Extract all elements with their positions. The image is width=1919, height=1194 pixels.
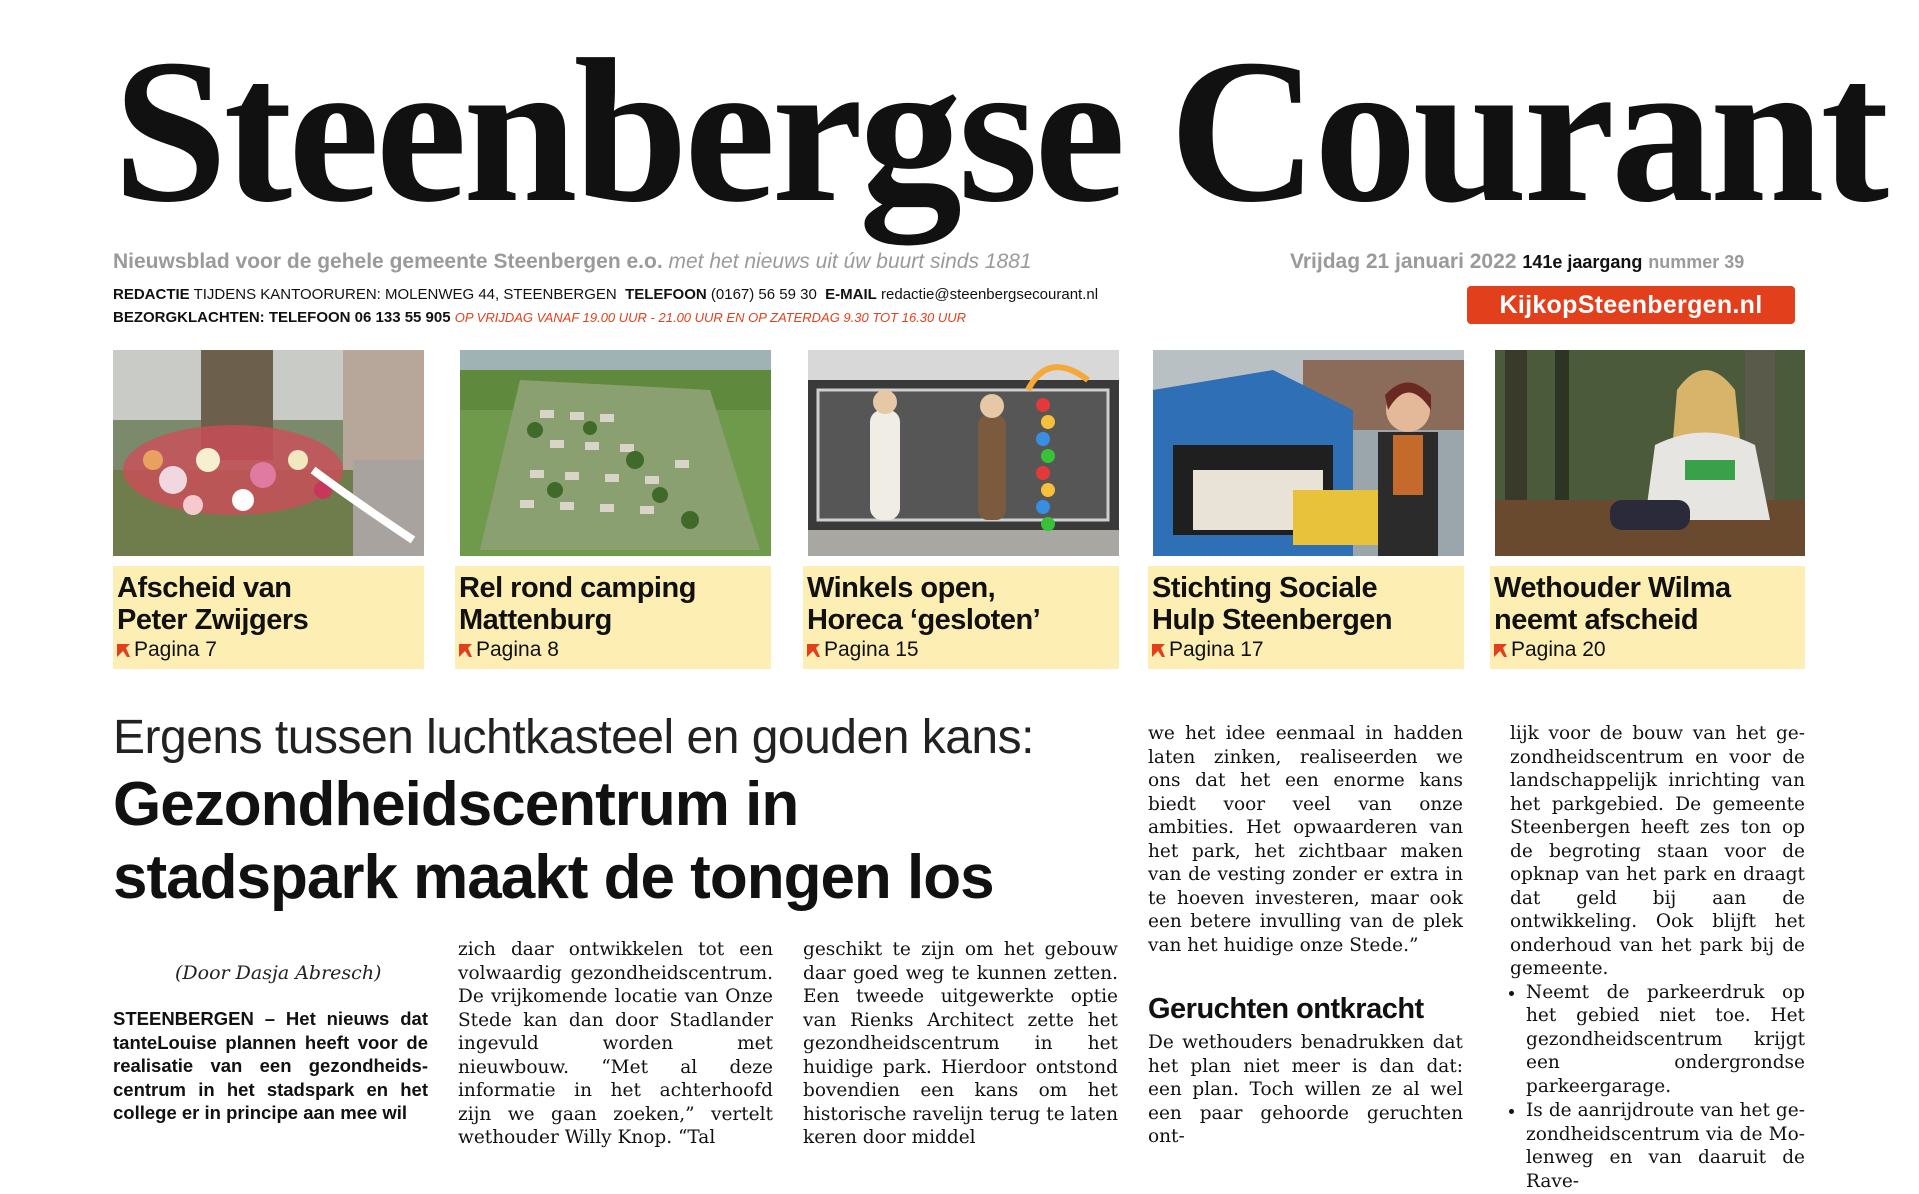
teaser-page: Pagina 15	[824, 638, 919, 661]
teaser-caption-3[interactable]	[803, 566, 1119, 669]
article-column-5	[1510, 722, 1805, 1194]
issue-number: nummer 39	[1648, 252, 1745, 272]
article-subhead: Geruchten ontkracht	[1148, 993, 1424, 1025]
redactie-address: TIJDENS KANTOORUREN: MOLENWEG 44, STEENBERGEN	[193, 286, 617, 303]
body-paragraph: De wethouders benadrukken dat het plan niet meer is dan dat: een plan. Toch willen ze al wel een paar gehoorde geruchten ont-	[1148, 1032, 1463, 1147]
shop-entrance-image	[808, 350, 1119, 556]
teaser-title-line2: Horeca ‘gesloten’	[807, 604, 1041, 636]
volume: 141e jaargang	[1522, 252, 1643, 272]
teaser-photo-wethouder[interactable]	[1495, 350, 1805, 556]
arrow-icon	[1494, 644, 1507, 657]
arrow-icon	[459, 644, 472, 657]
article-column-3	[803, 938, 1118, 1150]
teaser-page: Pagina 8	[476, 638, 559, 661]
camping-aerial-image	[460, 350, 771, 556]
dateline	[1290, 250, 1744, 274]
body-paragraph: we het idee eenmaal in hadden laten zinken, realiseerden we ons dat het een enorme kans biedt voor veel van onze ambities. Het opwaarderen van het park, het zichtbaar maken van de vesting zonder er extra in te hoeven investeren, maar ook een betere invulling van de plek van het huidige onze Stede.”	[1148, 723, 1463, 956]
teaser-title-line1: Winkels open,	[807, 572, 996, 604]
article-column-1	[113, 1007, 428, 1125]
bezorg-hours: OP VRIJDAG VANAF 19.00 UUR - 21.00 UUR EN OP ZATERDAG 9.30 TOT 16.30 UUR	[454, 310, 967, 325]
tagline-italic: met het nieuws uit úw buurt sinds 1881	[668, 250, 1032, 273]
arrow-icon	[807, 644, 820, 657]
issue-date: Vrijdag 21 januari 2022	[1290, 250, 1517, 273]
flowers-memorial-image	[113, 350, 424, 556]
body-paragraph: lijk voor de bouw van het gezondheidscentrum en voor de landschappelijk inrichting van het parkgebied. De gemeente Steenbergen heeft zes ton op de begroting staan voor de opknap van het park en draagt dat geld bij aan de ontwikkeling. Ook blijft het onderhoud van het park bij de gemeente.	[1510, 723, 1805, 979]
tagline	[113, 250, 1032, 274]
redactie-label: REDACTIE	[113, 286, 190, 303]
bullet-item: • Is de aanrijdroute van het gezondheidscentrum via de Molenweg en van daaruit de Rave-	[1526, 1099, 1805, 1193]
body-paragraph: geschikt te zijn om het gebouw daar goed weg te kunnen zetten. Een tweede uitgewerkte optie van Rienks Architect zette het gezondheidscentrum in het huidige park. Hierdoor ontstond bovendien een kans om het historische ravelijn terug te laten keren door middel	[803, 939, 1118, 1148]
teaser-title-line2: Hulp Steenbergen	[1152, 604, 1393, 636]
teaser-caption-2[interactable]	[455, 566, 771, 669]
teaser-caption-4[interactable]	[1148, 566, 1464, 669]
bullet-item: • Neemt de parkeerdruk op het gebied niet toe. Het gezondheidscentrum krijgt een ondergrondse parkeergarage.	[1526, 981, 1805, 1099]
telefoon-label: TELEFOON	[625, 286, 707, 303]
email-label: E-MAIL	[825, 286, 877, 303]
teaser-title-line1: Rel rond camping	[459, 572, 696, 604]
teaser-title-line1: Stichting Sociale	[1152, 572, 1378, 604]
teaser-title-line1: Wethouder Wilma	[1494, 572, 1731, 604]
telefoon-number: (0167) 56 59 30	[710, 286, 817, 303]
bezorg-phone: TELEFOON 06 133 55 905	[268, 309, 451, 326]
teaser-photo-camping[interactable]	[460, 350, 771, 556]
arrow-icon	[1152, 644, 1165, 657]
email-address[interactable]: redactie@steenbergsecourant.nl	[881, 286, 1099, 303]
teaser-photo-food-aid[interactable]	[1153, 350, 1464, 556]
bullet-list	[1510, 981, 1805, 1194]
teaser-photo-shop[interactable]	[808, 350, 1119, 556]
article-byline: (Door Dasja Abresch)	[175, 962, 382, 984]
body-paragraph: zich daar ontwikkelen tot een volwaardig gezondheidscentrum. De vrijkomende locatie van Onze Stede kan dan door Stadlander ingevuld worden met nieuwbouw. “Met al deze informatie in het achterhoofd zijn we gaan zoeken,” vertelt wethouder Willy Knop. “Tal	[458, 939, 773, 1148]
teaser-page: Pagina 17	[1169, 638, 1264, 661]
tagline-bold: Nieuwsblad voor de gehele gemeente Steenbergen e.o.	[113, 250, 663, 273]
contact-line-redactie	[113, 286, 1098, 303]
article-column-2	[458, 938, 773, 1150]
food-aid-car-image	[1153, 350, 1464, 556]
article-column-4-continued	[1148, 1031, 1463, 1149]
teaser-title-line2: neemt afscheid	[1494, 604, 1699, 636]
article-kicker: Ergens tussen luchtkasteel en gouden kans:	[113, 711, 1034, 764]
teaser-title-line1: Afscheid van	[117, 572, 292, 604]
website-button[interactable]: KijkopSteenbergen.nl	[1467, 286, 1795, 324]
teaser-title-line2: Mattenburg	[459, 604, 612, 636]
teaser-page: Pagina 20	[1511, 638, 1606, 661]
article-headline: Gezondheidscentrum in stadspark maakt de tongen los	[113, 770, 994, 912]
teaser-photo-flowers[interactable]	[113, 350, 424, 556]
contact-line-bezorg	[113, 309, 966, 326]
arrow-icon	[117, 644, 130, 657]
teaser-caption-1[interactable]	[113, 566, 424, 669]
teaser-title-line2: Peter Zwijgers	[117, 604, 309, 636]
wethouder-forest-image	[1495, 350, 1805, 556]
article-column-4	[1148, 722, 1463, 957]
bezorg-label: BEZORGKLACHTEN:	[113, 309, 265, 326]
lead-paragraph: STEENBERGEN – Het nieuws dat tanteLouise plannen heeft voor de realisatie van een gezondheidscentrum in het stadspark en het college er in principe aan mee wil	[113, 1008, 428, 1123]
teaser-page: Pagina 7	[134, 638, 217, 661]
newspaper-title: Steenbergse Courant	[113, 16, 1886, 245]
teaser-caption-5[interactable]	[1490, 566, 1805, 669]
